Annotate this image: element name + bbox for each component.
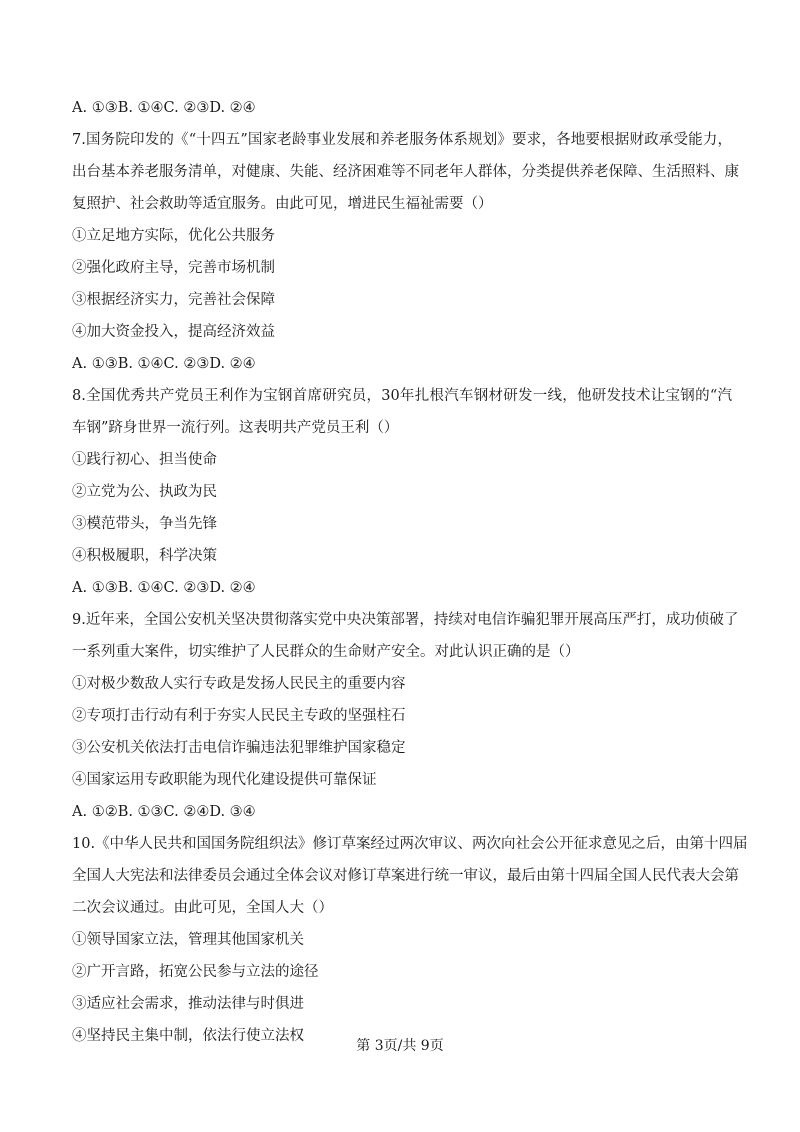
answer-options-q6: A. ①③B. ①④C. ②③D. ②④ — [72, 100, 256, 116]
question-10-option-1: ①领导国家立法，管理其他国家机关 — [72, 932, 304, 948]
question-8-option-3: ③模范带头，争当先锋 — [72, 516, 217, 532]
question-9-option-3: ③公安机关依法打击电信诈骗违法犯罪维护国家稳定 — [72, 740, 406, 756]
page-footer: 第 3页/共 9页 — [356, 1038, 444, 1054]
question-7-stem-line-1: 7.国务院印发的《“十四五”国家老龄事业发展和养老服务体系规划》要求，各地要根据财政承受能力， — [72, 132, 732, 148]
question-8-stem-line-2: 车钢”跻身世界一流行列。这表明共产党员王利（） — [72, 420, 399, 436]
question-7-option-2: ②强化政府主导，完善市场机制 — [72, 260, 275, 276]
question-9-stem-line-2: 一系列重大案件，切实维护了人民群众的生命财产安全。对此认识正确的是（） — [72, 644, 580, 660]
question-10-option-3: ③适应社会需求，推动法律与时俱进 — [72, 996, 304, 1012]
question-7-stem-line-2: 出台基本养老服务清单，对健康、失能、经济困难等不同老年人群体，分类提供养老保障、生活照料、康 — [72, 164, 739, 180]
answer-options-q8: A. ①③B. ①④C. ②③D. ②④ — [72, 580, 256, 596]
question-7-option-4: ④加大资金投入，提高经济效益 — [72, 324, 275, 340]
question-7-option-1: ①立足地方实际，优化公共服务 — [72, 228, 275, 244]
question-9-option-2: ②专项打击行动有利于夯实人民民主专政的坚强柱石 — [72, 708, 406, 724]
question-8-option-4: ④积极履职，科学决策 — [72, 548, 217, 564]
question-7-stem-line-3: 复照护、社会救助等适宜服务。由此可见，增进民生福祉需要（） — [72, 196, 493, 212]
answer-options-q9: A. ①②B. ①③C. ②④D. ③④ — [72, 804, 256, 820]
question-9-option-1: ①对极少数敌人实行专政是发扬人民民主的重要内容 — [72, 676, 406, 692]
question-10-option-2: ②广开言路，拓宽公民参与立法的途径 — [72, 964, 319, 980]
question-10-stem-line-2: 全国人大宪法和法律委员会通过全体会议对修订草案进行统一审议，最后由第十四届全国人民代表大会第 — [72, 868, 739, 884]
question-10-stem-line-1: 10.《中华人民共和国国务院组织法》修订草案经过两次审议、两次向社会公开征求意见之后，由第十四届 — [72, 836, 748, 852]
question-8-option-1: ①践行初心、担当使命 — [72, 452, 217, 468]
question-8-option-2: ②立党为公、执政为民 — [72, 484, 217, 500]
question-8-stem-line-1: 8.全国优秀共产党员王利作为宝钢首席研究员，30年扎根汽车钢材研发一线，他研发技术让宝钢的“汽 — [72, 388, 732, 404]
question-9-option-4: ④国家运用专政职能为现代化建设提供可靠保证 — [72, 772, 377, 788]
answer-options-q7: A. ①③B. ①④C. ②③D. ②④ — [72, 356, 256, 372]
question-10-stem-line-3: 二次会议通过。由此可见，全国人大（） — [72, 900, 333, 916]
question-7-option-3: ③根据经济实力，完善社会保障 — [72, 292, 275, 308]
question-9-stem-line-1: 9.近年来，全国公安机关坚决贯彻落实党中央决策部署，持续对电信诈骗犯罪开展高压严打，成功侦破了 — [72, 612, 739, 628]
page-content — [72, 92, 748, 1052]
question-10-option-4: ④坚持民主集中制，依法行使立法权 — [72, 1028, 304, 1044]
